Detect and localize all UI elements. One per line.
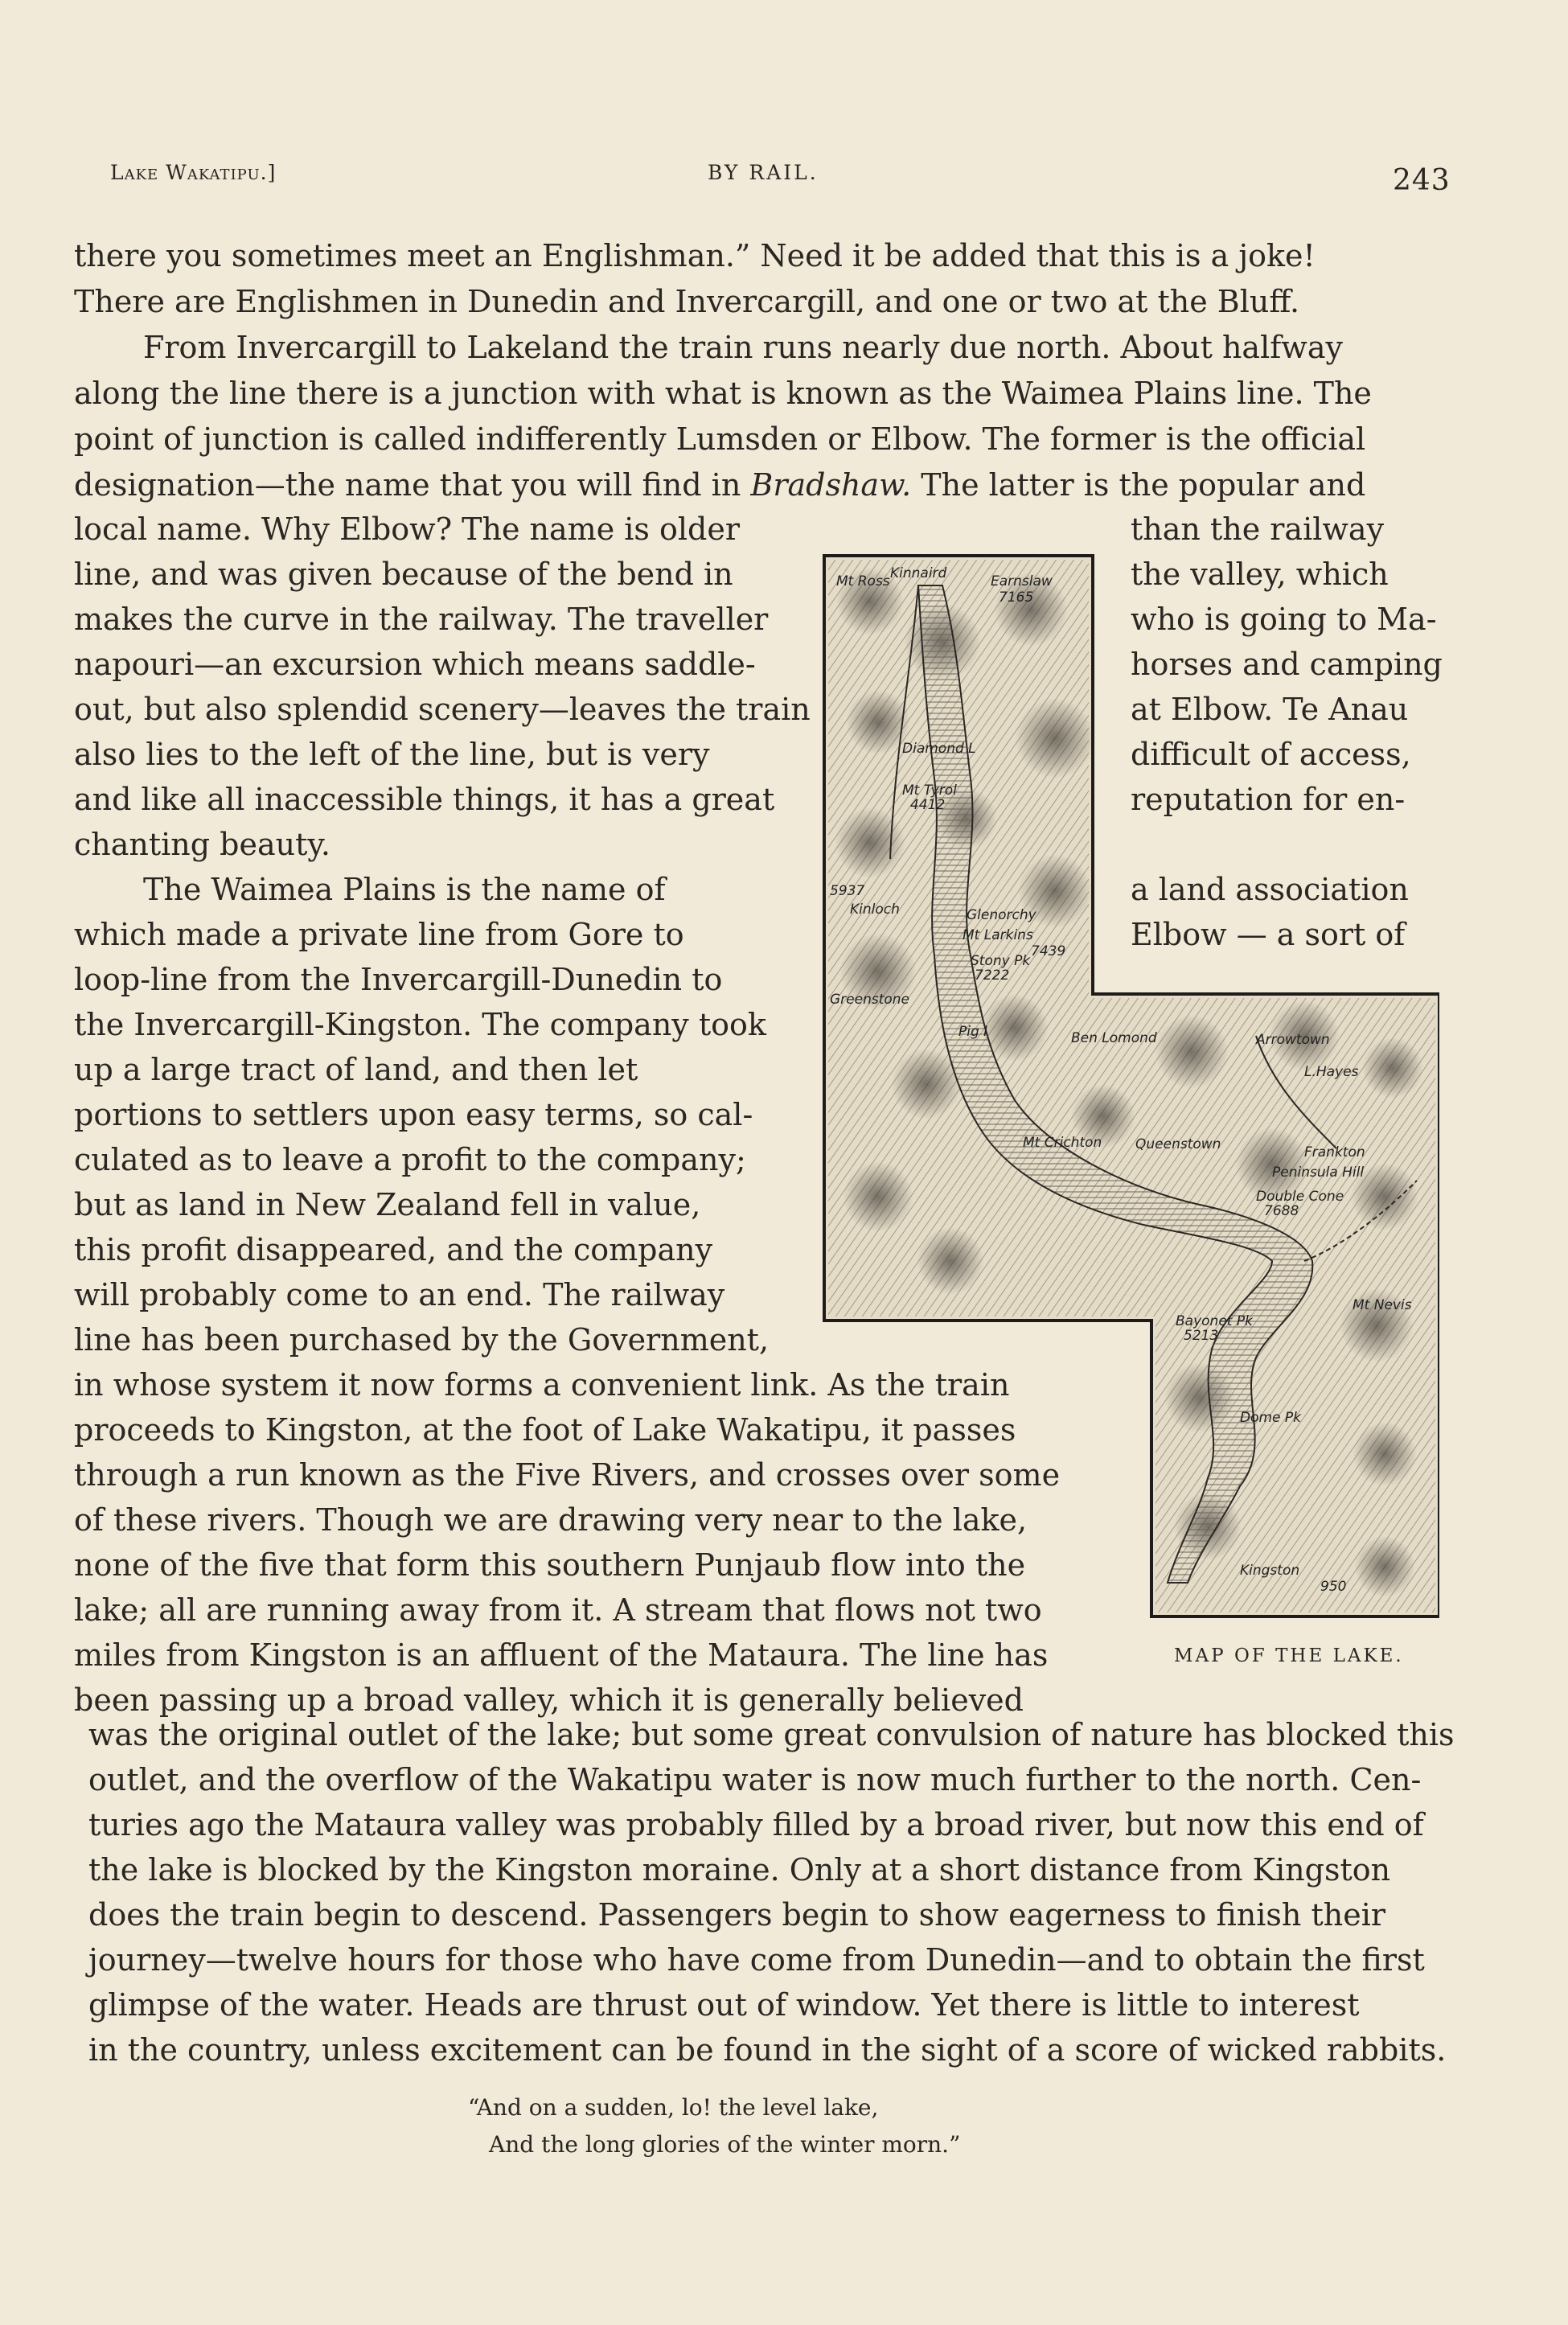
- text-line: outlet, and the overflow of the Wakatipu water is now much further to the north. Cen-: [88, 1762, 1422, 1797]
- map-label: Frankton: [1304, 1144, 1365, 1160]
- text-line-left: portions to settlers upon easy terms, so cal-: [74, 1097, 753, 1132]
- map-label: Peninsula Hill: [1272, 1165, 1365, 1181]
- map-label: 7222: [975, 967, 1010, 984]
- text-line-left: of these rivers. Though we are drawing very near to the lake,: [74, 1502, 1028, 1538]
- text-line-right: horses and camping: [1131, 647, 1443, 682]
- text-line-left: through a run known as the Five Rivers, and crosses over some: [74, 1457, 1061, 1493]
- text-line-left: makes the curve in the railway. The traveller: [74, 602, 769, 637]
- map-label: Mt Larkins: [963, 927, 1033, 943]
- map-label: Arrowtown: [1256, 1032, 1330, 1048]
- text-line-left: but as land in New Zealand fell in value,: [74, 1187, 701, 1222]
- text-line-left: out, but also splendid scenery—leaves the train: [74, 692, 811, 727]
- text-line: point of junction is called indifferently Lumsden or Elbow. The former is the official: [74, 421, 1366, 457]
- text-line: was the original outlet of the lake; but some great convulsion of nature has blocked this: [88, 1717, 1455, 1752]
- map-label: Pig I: [958, 1024, 988, 1040]
- lake-map: [822, 553, 1439, 1631]
- text-line-left: napouri—an excursion which means saddle-: [74, 647, 756, 682]
- text-line: does the train begin to descend. Passengers begin to show eagerness to finish their: [88, 1897, 1386, 1933]
- map-label: 5213: [1184, 1328, 1219, 1344]
- map-label: Stony Pk: [971, 953, 1031, 969]
- text-line: in the country, unless excitement can be found in the sight of a score of wicked rabbits.: [88, 2032, 1447, 2068]
- text-line-left: local name. Why Elbow? The name is older: [74, 511, 741, 547]
- text-line: along the line there is a junction with what is known as the Waimea Plains line. The: [74, 376, 1372, 411]
- text-span: designation—the name that you will find in: [74, 467, 751, 503]
- text-line-left: line has been purchased by the Government,: [74, 1322, 770, 1358]
- map-label: Greenstone: [830, 992, 910, 1008]
- map-label: Mt Ross: [836, 573, 890, 589]
- text-line-left: this profit disappeared, and the company: [74, 1232, 713, 1267]
- text-line-right: a land association: [1131, 872, 1409, 907]
- text-line: glimpse of the water. Heads are thrust out of window. Yet there is little to interest: [88, 1987, 1360, 2023]
- map-label: Glenorchy: [967, 907, 1036, 923]
- map-label: L.Hayes: [1304, 1064, 1359, 1080]
- map-label: Mt Crichton: [1023, 1135, 1102, 1151]
- running-head-title: BY RAIL.: [708, 161, 819, 184]
- text-line-right: Elbow — a sort of: [1131, 917, 1406, 952]
- text-line-left: lake; all are running away from it. A stream that flows not two: [74, 1592, 1042, 1628]
- text-line-left: up a large tract of land, and then let: [74, 1052, 638, 1087]
- text-line-left: The Waimea Plains is the name of: [143, 872, 666, 907]
- text-line-left: been passing up a broad valley, which it is generally believed: [74, 1682, 1024, 1718]
- text-span: The latter is the popular and: [911, 467, 1366, 503]
- text-line-left: chanting beauty.: [74, 827, 330, 862]
- map-label: 5937: [830, 883, 865, 899]
- text-line-left: miles from Kingston is an affluent of the Mataura. The line has: [74, 1637, 1049, 1673]
- text-line-right: than the railway: [1131, 511, 1385, 547]
- map-label: Mt Tyrol: [902, 783, 957, 799]
- text-line-left: culated as to leave a profit to the company;: [74, 1142, 746, 1177]
- map-label: 4412: [910, 797, 946, 813]
- text-line: There are Englishmen in Dunedin and Invercargill, and one or two at the Bluff.: [74, 284, 1300, 319]
- italic-title: Bradshaw.: [750, 467, 912, 503]
- text-line-right: difficult of access,: [1131, 737, 1411, 772]
- text-line-left: will probably come to an end. The railway: [74, 1277, 725, 1312]
- map-label: Kingston: [1240, 1563, 1300, 1579]
- map-caption: MAP OF THE LAKE.: [1174, 1645, 1404, 1666]
- map-label: Dome Pk: [1240, 1410, 1302, 1426]
- text-line-right: who is going to Ma-: [1131, 602, 1437, 637]
- text-line-right: the valley, which: [1131, 557, 1389, 592]
- page-number: 243: [1393, 164, 1451, 197]
- text-line: journey—twelve hours for those who have come from Dunedin—and to obtain the first: [88, 1942, 1425, 1978]
- map-label: 7688: [1264, 1203, 1299, 1219]
- quote-line: “And on a sudden, lo! the level lake,: [468, 2094, 879, 2121]
- text-line-right: reputation for en-: [1131, 782, 1406, 817]
- text-line: [74, 466, 1365, 503]
- map-label: Kinnaird: [890, 565, 947, 581]
- running-head-left: Lake Wakatipu.]: [110, 161, 277, 184]
- text-line: the lake is blocked by the Kingston moraine. Only at a short distance from Kingston: [88, 1852, 1391, 1888]
- map-label: Double Cone: [1256, 1189, 1344, 1205]
- map-label: Queenstown: [1135, 1136, 1221, 1152]
- text-line-left: and like all inaccessible things, it has a great: [74, 782, 775, 817]
- map-label: 7439: [1031, 943, 1066, 959]
- map-label: 7165: [999, 589, 1034, 606]
- text-line-left: line, and was given because of the bend in: [74, 557, 733, 592]
- text-line-left: also lies to the left of the line, but is very: [74, 737, 710, 772]
- map-label: Ben Lomond: [1071, 1030, 1157, 1046]
- quote-line: And the long glories of the winter morn.”: [489, 2131, 961, 2158]
- text-line-left: proceeds to Kingston, at the foot of Lake Wakatipu, it passes: [74, 1412, 1016, 1448]
- map-label: Bayonet Pk: [1176, 1313, 1253, 1329]
- text-line-left: none of the five that form this southern Punjaub flow into the: [74, 1547, 1026, 1583]
- text-line-left: which made a private line from Gore to: [74, 917, 684, 952]
- text-line: there you sometimes meet an Englishman.” Need it be added that this is a joke!: [74, 238, 1316, 273]
- map-label: Diamond L: [902, 741, 976, 757]
- text-line-left: loop-line from the Invercargill-Dunedin to: [74, 962, 723, 997]
- text-line: turies ago the Mataura valley was probably filled by a broad river, but now this end of: [88, 1807, 1424, 1842]
- map-label: Mt Nevis: [1353, 1297, 1412, 1313]
- map-label: Kinloch: [850, 902, 900, 918]
- map-label: 950: [1320, 1579, 1347, 1595]
- map-label: Earnslaw: [991, 573, 1053, 589]
- text-line: From Invercargill to Lakeland the train runs nearly due north. About halfway: [143, 330, 1343, 365]
- text-line-left: the Invercargill-Kingston. The company took: [74, 1007, 766, 1042]
- text-line-left: in whose system it now forms a convenient link. As the train: [74, 1367, 1010, 1403]
- text-line-right: at Elbow. Te Anau: [1131, 692, 1409, 727]
